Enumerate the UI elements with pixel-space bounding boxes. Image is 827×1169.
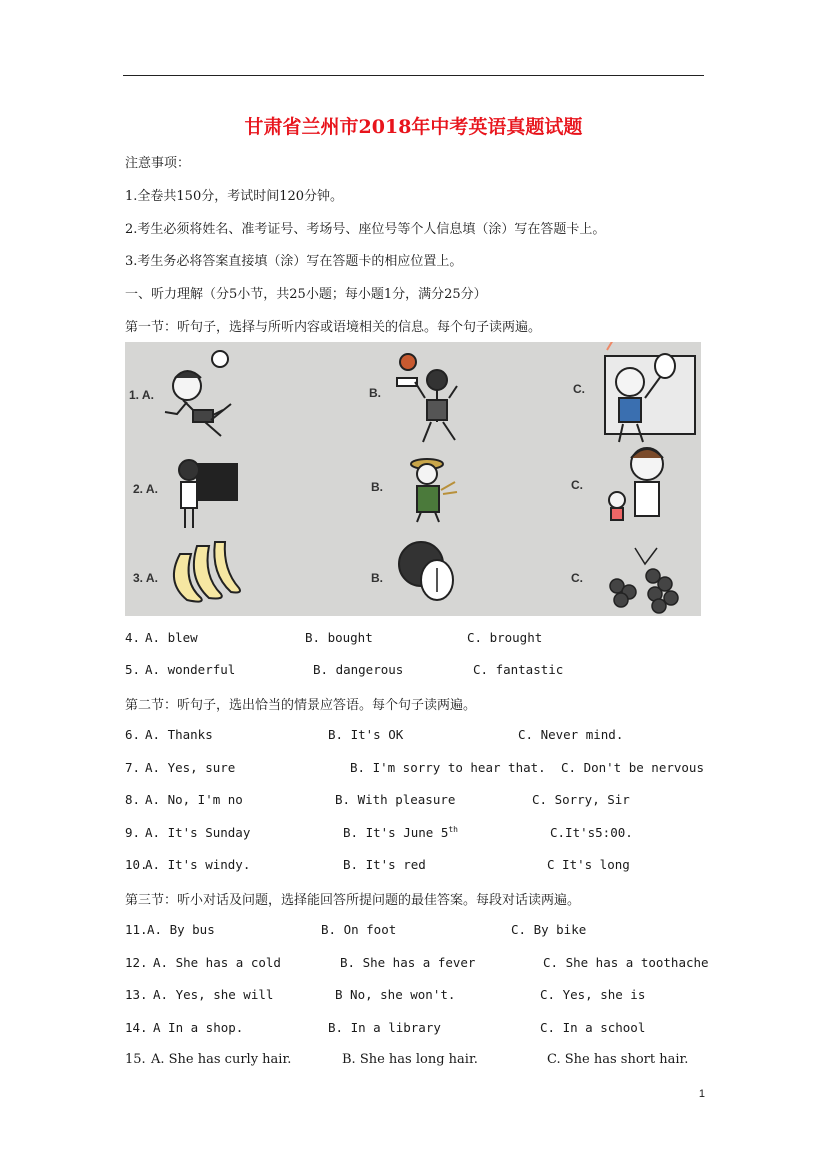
picture-label: C. <box>571 478 583 492</box>
option-b: B. dangerous <box>313 662 404 677</box>
question-row <box>125 955 709 970</box>
question-row <box>125 857 630 872</box>
option-c: C. By bike <box>511 922 587 937</box>
option-a: A. No, I'm no <box>145 792 243 807</box>
question-row <box>125 630 543 645</box>
option-b: B. On foot <box>321 922 397 937</box>
basketball-player-icon <box>397 354 457 442</box>
question-number: 14. <box>125 1020 148 1035</box>
section-heading: 第三节：听小对话及问题，选择能回答所提问题的最佳答案。每段对话读两遍。 <box>125 893 581 908</box>
question-row <box>125 1020 646 1035</box>
picture-label: C. <box>573 382 585 396</box>
option-a: A. By bus <box>147 922 215 937</box>
option-b: B. It's red <box>343 857 426 872</box>
question-illustrations <box>125 342 701 616</box>
question-number: 15. <box>125 1052 146 1067</box>
farmer-icon <box>411 459 457 522</box>
option-c: C It's long <box>547 857 630 872</box>
note-item: 3.考生务必将答案直接填（涂）写在答题卡的相应位置上。 <box>125 254 463 269</box>
picture-label: 1. A. <box>129 388 154 402</box>
question-number: 10. <box>125 857 148 872</box>
note-item: 1.全卷共150分，考试时间120分钟。 <box>125 189 344 204</box>
option-c: C. Never mind. <box>518 727 624 742</box>
option-c: C.It's5:00. <box>550 825 633 840</box>
option-a: A. blew <box>145 630 198 645</box>
picture-label: B. <box>371 480 383 494</box>
option-c: C. She has a toothache <box>543 955 709 970</box>
question-picture-panel <box>125 342 701 616</box>
question-number: 4. <box>125 630 141 645</box>
option-a: A. Yes, she will <box>153 987 274 1002</box>
option-a: A. It's Sunday <box>145 825 251 840</box>
option-a: A. Yes, sure <box>145 760 236 775</box>
soccer-boy-icon <box>165 351 231 436</box>
teacher-icon <box>179 460 237 528</box>
picture-label: 3. A. <box>133 571 158 585</box>
option-a: A. It's windy. <box>145 857 251 872</box>
ordinal-suffix: th <box>448 825 458 834</box>
part-heading: 一、听力理解（分5小节，共25小题；每小题1分，满分25分） <box>125 287 487 302</box>
picture-label: B. <box>369 386 381 400</box>
nurse-icon <box>609 448 663 520</box>
question-row <box>125 727 624 742</box>
question-row <box>125 760 704 775</box>
option-a: A. Thanks <box>145 727 213 742</box>
option-b: B No, she won't. <box>335 987 456 1002</box>
section-heading: 第一节：听句子，选择与所听内容或语境相关的信息。每个句子读两遍。 <box>125 320 542 335</box>
option-b: B. She has long hair. <box>342 1052 478 1067</box>
question-number: 8. <box>125 792 141 807</box>
question-number: 11. <box>125 922 148 937</box>
apple-icon <box>399 542 453 600</box>
question-row <box>125 987 646 1002</box>
question-number: 12. <box>125 955 148 970</box>
question-row <box>125 792 630 807</box>
note-item: 2.考生必须将姓名、准考证号、考场号、座位号等个人信息填（涂）写在答题卡上。 <box>125 222 606 237</box>
question-number: 5. <box>125 662 141 677</box>
option-b <box>343 825 458 840</box>
question-number: 7. <box>125 760 141 775</box>
picture-label: C. <box>571 571 583 585</box>
question-number: 6. <box>125 727 141 742</box>
option-b-text: B. It's June 5 <box>343 825 449 841</box>
option-b: B. bought <box>305 630 373 645</box>
question-row <box>125 1052 689 1067</box>
option-c: C. She has short hair. <box>547 1052 689 1067</box>
picture-label: 2. A. <box>133 482 158 496</box>
option-b: B. In a library <box>328 1020 441 1035</box>
option-c: C. brought <box>467 630 543 645</box>
option-a: A. She has a cold <box>153 955 281 970</box>
page-title: 甘肃省兰州市2018年中考英语真题试题 <box>244 116 583 138</box>
question-row <box>125 662 564 677</box>
option-c: C. fantastic <box>473 662 564 677</box>
option-c: C. Sorry, Sir <box>532 792 630 807</box>
option-b: B. It's OK <box>328 727 404 742</box>
question-number: 13. <box>125 987 148 1002</box>
badminton-player-icon <box>605 342 695 442</box>
picture-label: B. <box>371 571 383 585</box>
option-c: C. Yes, she is <box>540 987 646 1002</box>
question-row <box>125 825 633 841</box>
option-c: C. Don't be nervous <box>561 760 704 775</box>
page-number: 1 <box>698 1088 705 1100</box>
option-b: B. She has a fever <box>340 955 476 970</box>
notes-header: 注意事项： <box>125 156 191 171</box>
option-a: A. She has curly hair. <box>151 1052 292 1067</box>
section-heading: 第二节：听句子，选出恰当的情景应答语。每个句子读两遍。 <box>125 698 477 713</box>
question-row <box>125 922 587 937</box>
option-a: A. wonderful <box>145 662 236 677</box>
option-a: A In a shop. <box>153 1020 244 1035</box>
header-rule <box>123 75 704 76</box>
question-number: 9. <box>125 825 141 840</box>
option-b: B. I'm sorry to hear that. <box>350 760 546 775</box>
option-b: B. With pleasure <box>335 792 456 807</box>
grapes-icon <box>610 548 678 613</box>
option-c: C. In a school <box>540 1020 646 1035</box>
banana-icon <box>174 542 240 602</box>
